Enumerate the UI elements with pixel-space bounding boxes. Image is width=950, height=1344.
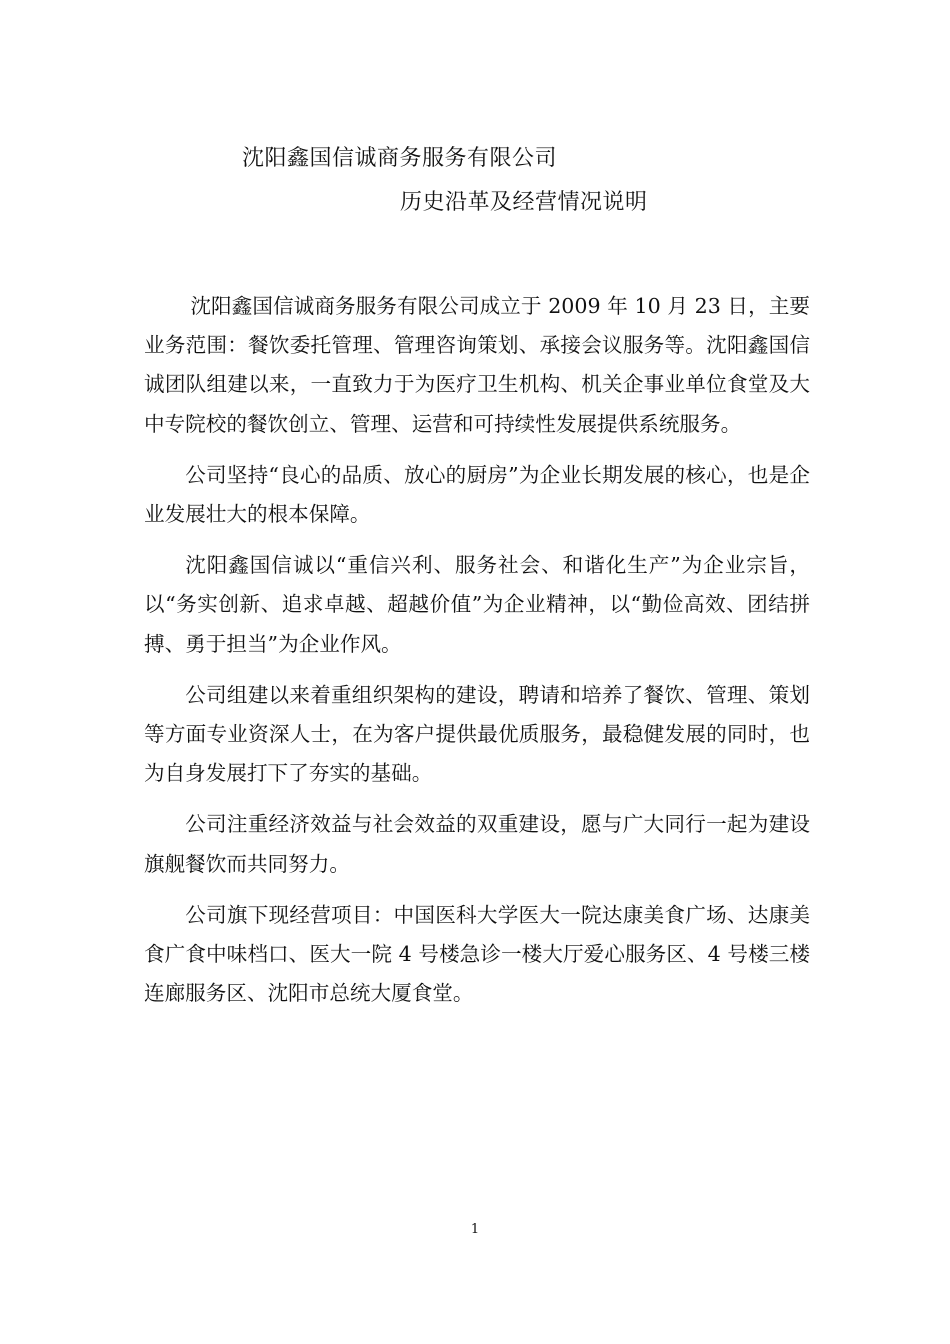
paragraph-benefits: 公司注重经济效益与社会效益的双重建设，愿与广大同行一起为建设旗舰餐饮而共同努力。 (144, 812, 810, 876)
paragraph-core-principle: 公司坚持“良心的品质、放心的厨房”为企业长期发展的核心，也是企业发展壮大的根本保障。 (144, 462, 810, 527)
paragraph-company-overview: 沈阳鑫国信诚商务服务有限公司成立于 2009 年 10 月 23 日，主要业务范围：餐饮委托管理、管理咨询策划、承接会议服务等。沈阳鑫国信诚团队组建以来，一直致力于为医疗卫生机构、机关企事业单位食堂及大中专院校的餐饮创立、管理、运营和可持续性发展提供系统服务。 (144, 294, 810, 436)
paragraph-projects: 公司旗下现经营项目：中国医科大学医大一院达康美食广场、达康美食广食中味档口、医大一院 4 号楼急诊一楼大厅爱心服务区、4 号楼三楼连廊服务区、沈阳市总统大厦食堂。 (144, 902, 810, 1006)
paragraph-mission-values: 沈阳鑫国信诚以“重信兴利、服务社会、和谐化生产”为企业宗旨，以“务实创新、追求卓越、超越价值”为企业精神，以“勤俭高效、团结拼搏、勇于担当”为企业作风。 (144, 553, 810, 656)
document-title: 沈阳鑫国信诚商务服务有限公司 (242, 146, 558, 171)
paragraph-organization: 公司组建以来着重组织架构的建设，聘请和培养了餐饮、管理、策划等方面专业资深人士，在为客户提供最优质服务，最稳健发展的同时，也为自身发展打下了夯实的基础。 (144, 682, 810, 786)
document-subtitle: 历史沿革及经营情况说明 (400, 190, 648, 215)
document-body (144, 287, 810, 1025)
page-number: 1 (470, 1222, 480, 1237)
